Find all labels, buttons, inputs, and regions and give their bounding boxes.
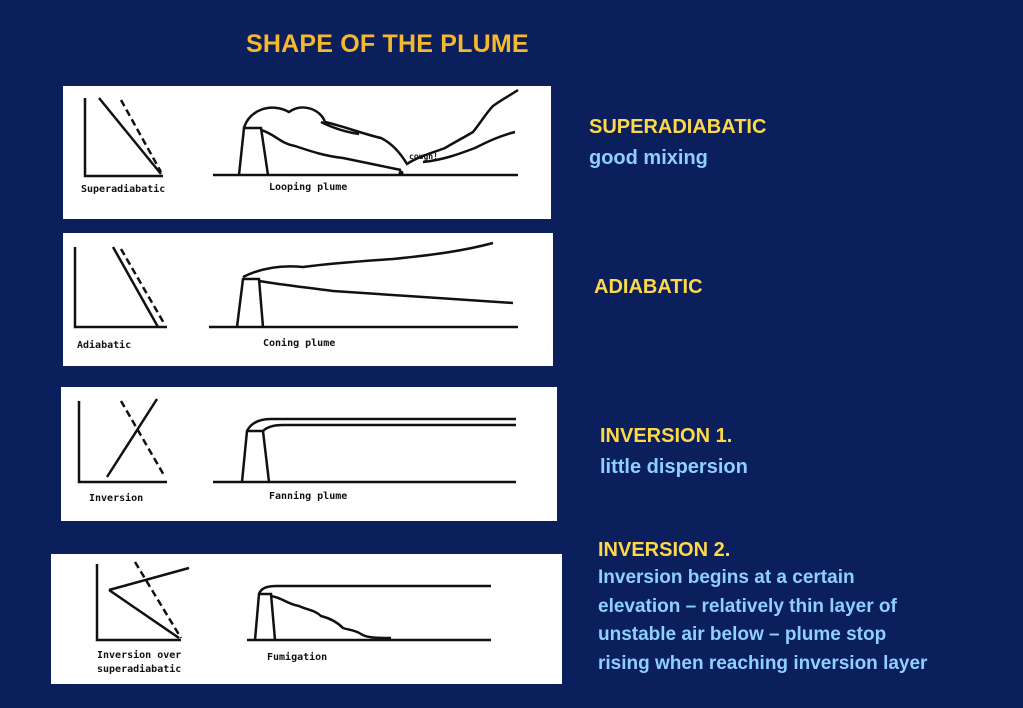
caption-head: INVERSION 1. bbox=[600, 425, 733, 447]
coning-plume-lower bbox=[259, 281, 513, 303]
caption-head: SUPERADIABATIC bbox=[589, 116, 767, 138]
page-title: SHAPE OF THE PLUME bbox=[246, 30, 529, 58]
caption-line: elevation – relatively thin layer of bbox=[598, 595, 897, 617]
fumigation-plume-downwash bbox=[271, 596, 391, 638]
adiabatic-reference-line bbox=[121, 249, 165, 325]
adiabatic-reference-line bbox=[121, 100, 161, 172]
stack bbox=[242, 431, 269, 482]
fumigation-plume-cap bbox=[259, 586, 491, 594]
caption-sub: good mixing bbox=[589, 147, 708, 169]
caption-inversion-2 bbox=[598, 536, 927, 678]
coning-plume-upper bbox=[243, 243, 493, 277]
superadiabatic-lower-line bbox=[109, 590, 179, 638]
stack bbox=[237, 279, 263, 327]
caption-superadiabatic bbox=[589, 112, 766, 174]
temperature-axes bbox=[79, 401, 167, 482]
left-label: Superadiabatic bbox=[81, 184, 166, 195]
right-label: Fumigation bbox=[267, 652, 328, 663]
caption-adiabatic bbox=[594, 272, 703, 303]
fumigation-plume-diagram bbox=[51, 554, 562, 684]
stack bbox=[255, 594, 275, 640]
adiabatic-reference-line bbox=[121, 401, 165, 477]
fanning-plume-diagram bbox=[61, 387, 557, 521]
temperature-axes bbox=[85, 98, 163, 176]
temperature-axes bbox=[97, 564, 181, 640]
left-label-line2: superadiabatic bbox=[97, 664, 182, 675]
lapse-rate-line bbox=[107, 399, 157, 477]
left-label-line1: Inversion over bbox=[97, 650, 182, 661]
cough-annotation: cough! bbox=[409, 152, 438, 161]
left-label: Inversion bbox=[89, 493, 144, 504]
looping-plume bbox=[244, 90, 518, 164]
caption-sub: little dispersion bbox=[600, 456, 748, 478]
caption-head: ADIABATIC bbox=[594, 276, 703, 298]
looping-plume-diagram bbox=[63, 86, 551, 219]
caption-line: rising when reaching inversion layer bbox=[598, 652, 928, 674]
caption-inversion-1 bbox=[600, 421, 748, 483]
right-label: Fanning plume bbox=[269, 491, 348, 502]
caption-head: INVERSION 2. bbox=[598, 539, 731, 561]
lapse-rate-line bbox=[99, 98, 161, 174]
stack bbox=[239, 128, 268, 175]
lapse-rate-line bbox=[113, 247, 158, 327]
coning-plume-diagram bbox=[63, 233, 553, 366]
caption-line: unstable air below – plume stop bbox=[598, 624, 887, 645]
right-label: Looping plume bbox=[269, 182, 348, 193]
left-label: Adiabatic bbox=[77, 340, 132, 351]
caption-line: Inversion begins at a certain bbox=[598, 567, 855, 588]
adiabatic-reference-line bbox=[135, 562, 181, 638]
looping-plume-lower bbox=[261, 130, 401, 170]
fanning-plume-lower bbox=[263, 425, 516, 431]
right-label: Coning plume bbox=[263, 338, 336, 349]
